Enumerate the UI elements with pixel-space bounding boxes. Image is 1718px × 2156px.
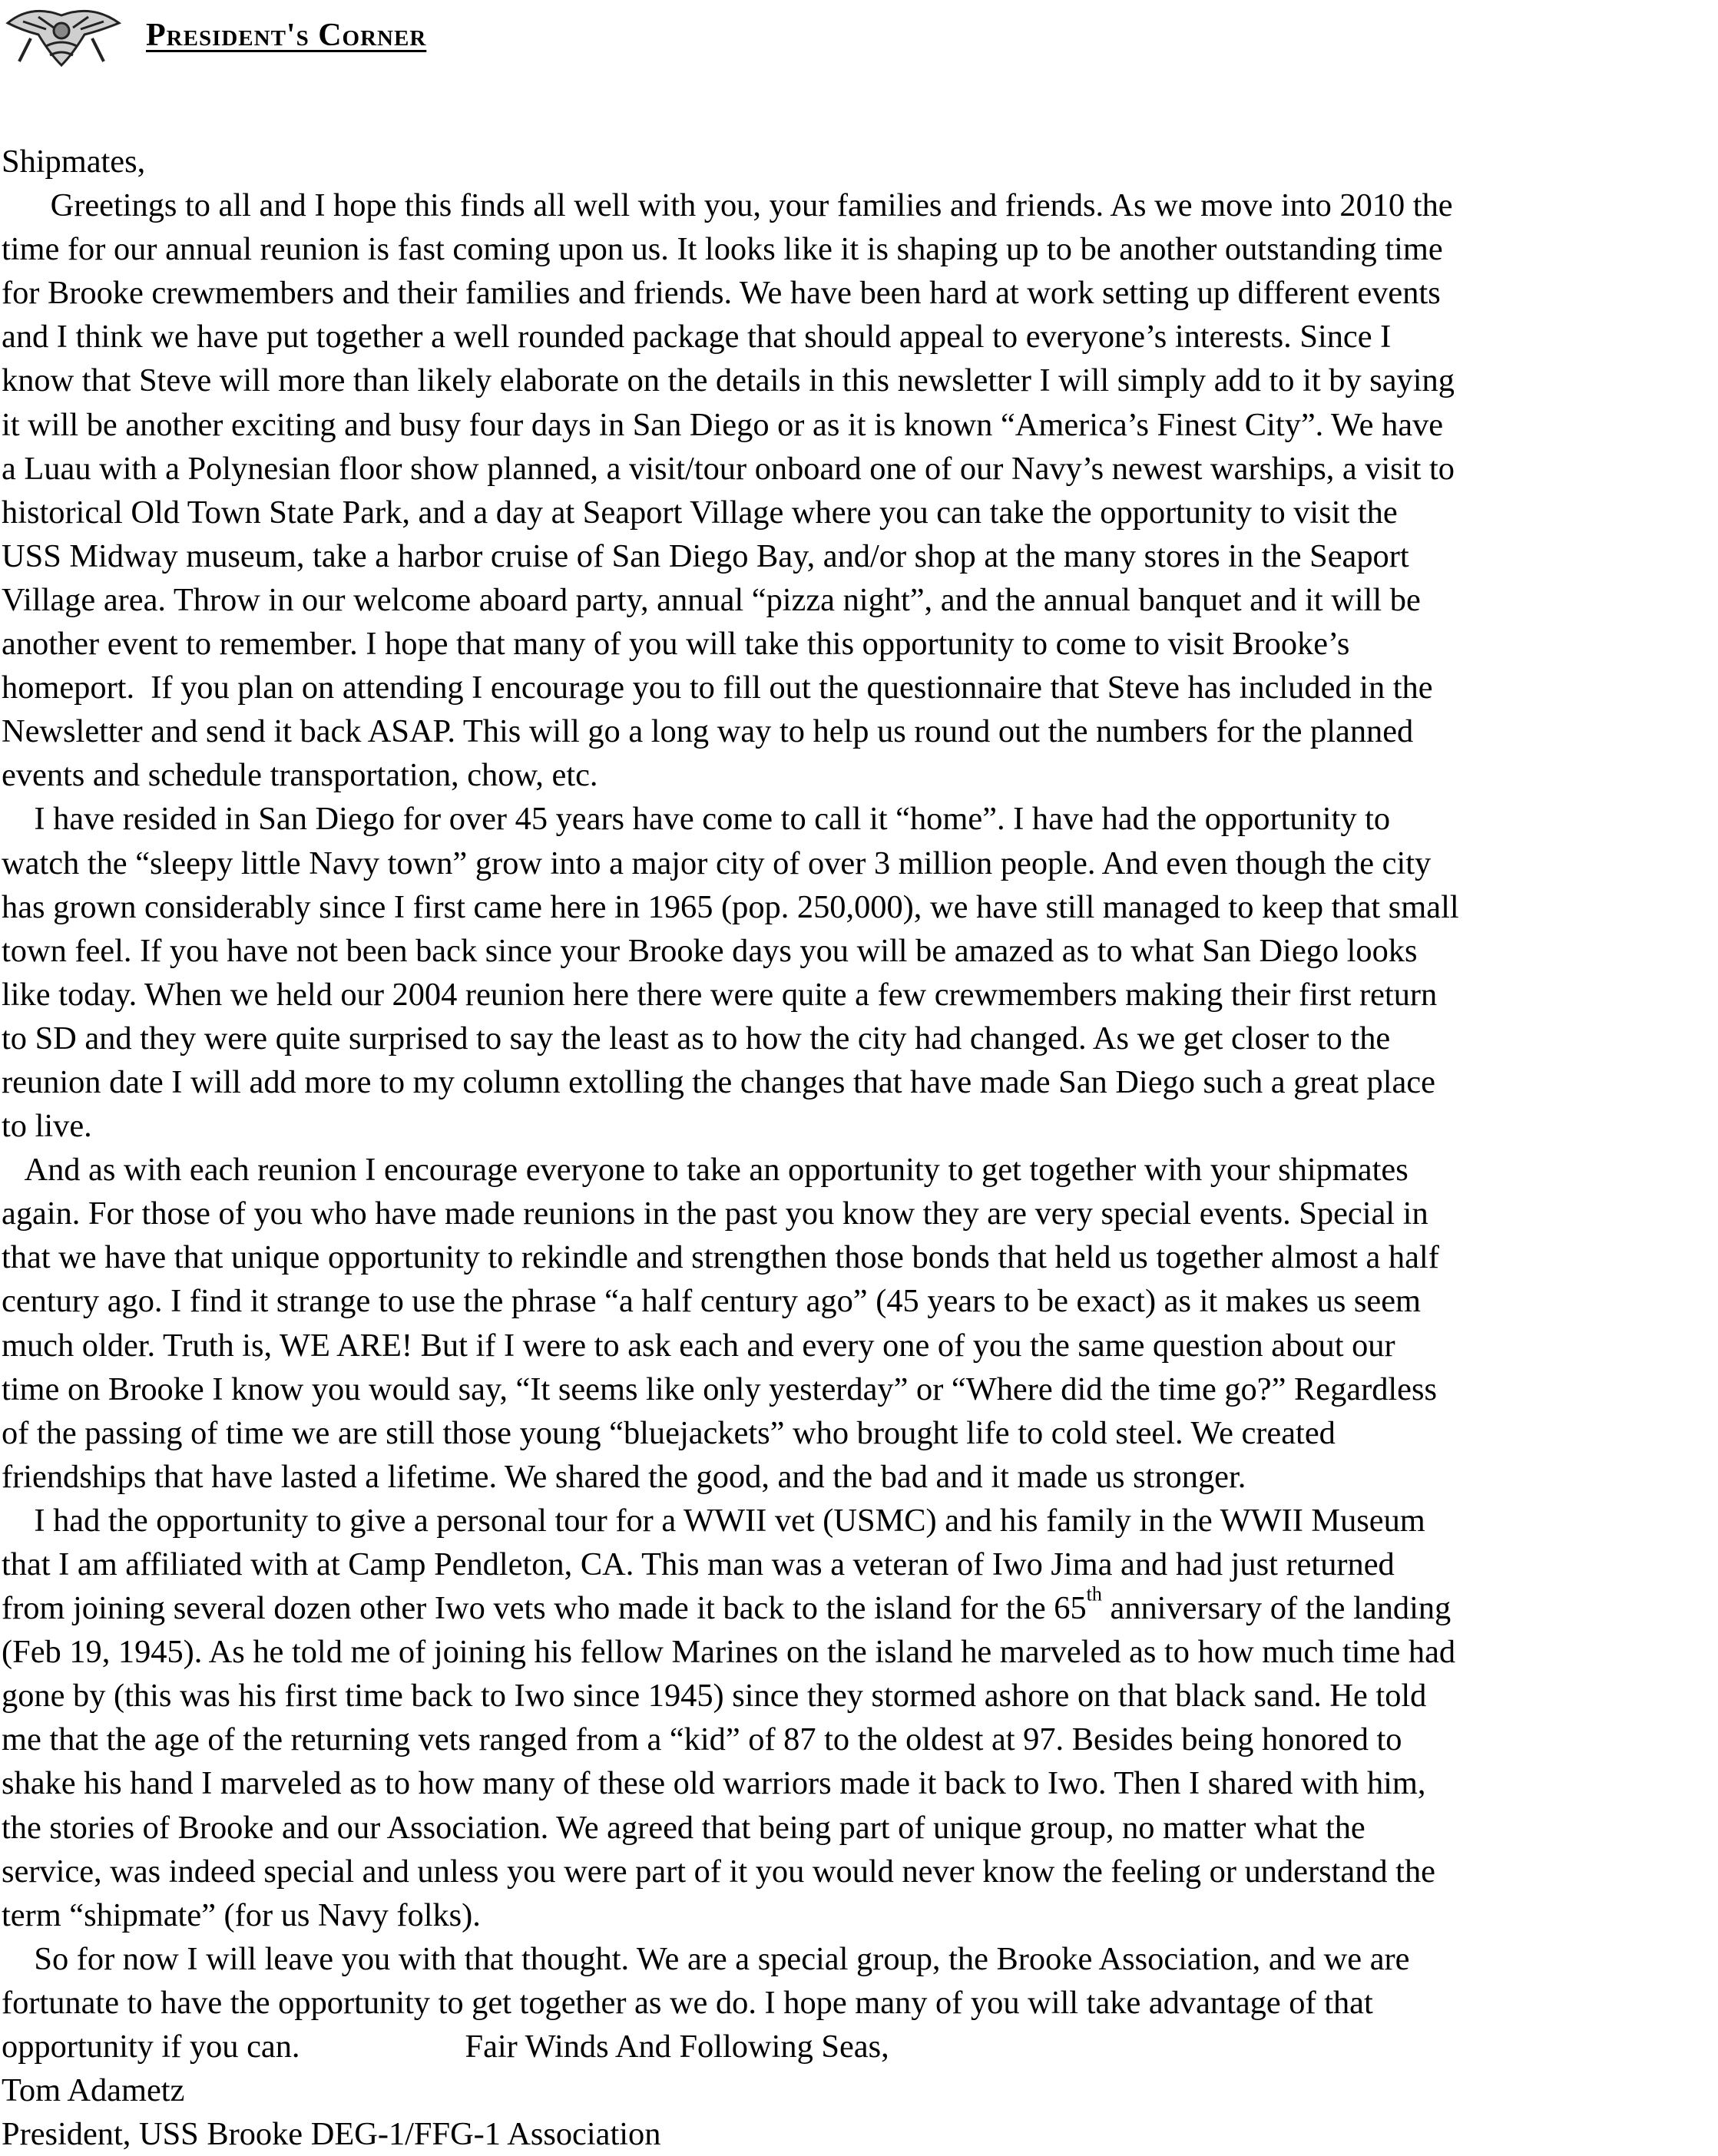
signature-name: Tom Adametz [2, 2072, 185, 2109]
text-line: shake his hand I marveled as to how many of these old warriors made it back to Iwo. Then I shared with him, [2, 1765, 1426, 1802]
letter-body [2, 140, 1716, 2156]
farewell: Fair Winds And Following Seas, [465, 2029, 889, 2065]
text-line: historical Old Town State Park, and a day at Seaport Village where you can take the opportunity to visit the [2, 494, 1398, 531]
eagle-emblem-icon [0, 0, 127, 73]
salutation: Shipmates, [2, 144, 146, 180]
text-line: gone by (this was his first time back to Iwo since 1945) since they stormed ashore on that black sand. He told [2, 1678, 1427, 1715]
closing-line [2, 2025, 1716, 2068]
text-line: I had the opportunity to give a personal tour for a WWII vet (USMC) and his family in the WWII Museum [2, 1502, 1425, 1539]
signature-title: President, USS Brooke DEG-1/FFG-1 Association [2, 2116, 661, 2153]
text-line: the stories of Brooke and our Association. We agreed that being part of unique group, no matter what the [2, 1809, 1365, 1846]
text-line: Greetings to all and I hope this finds all well with you, your families and friends. As we move into 2010 the [2, 187, 1453, 224]
text-line: USS Midway museum, take a harbor cruise of San Diego Bay, and/or shop at the many stores in the Seaport [2, 537, 1409, 574]
text-line: another event to remember. I hope that many of you will take this opportunity to come to visit Brooke’s [2, 626, 1350, 663]
text-line: for Brooke crewmembers and their families and friends. We have been hard at work setting up different events [2, 275, 1441, 312]
text-line: me that the age of the returning vets ranged from a “kid” of 87 to the oldest at 97. Besides being honored to [2, 1721, 1402, 1758]
text-line: (Feb 19, 1945). As he told me of joining his fellow Marines on the island he marveled as to how much time had [2, 1634, 1456, 1671]
ordinal-suffix: th [1086, 1586, 1102, 1605]
text-line: know that Steve will more than likely elaborate on the details in this newsletter I will simply add to it by saying [2, 362, 1455, 399]
text-line: friendships that have lasted a lifetime. We shared the good, and the bad and it made us stronger. [2, 1458, 1246, 1495]
text-line: of the passing of time we are still those young “bluejackets” who brought life to cold steel. We created [2, 1414, 1336, 1451]
text-line: town feel. If you have not been back since your Brooke days you will be amazed as to what San Diego looks [2, 932, 1418, 969]
text-line: that I am affiliated with at Camp Pendleton, CA. This man was a veteran of Iwo Jima and had just returned [2, 1546, 1395, 1582]
text-line: has grown considerably since I first came here in 1965 (pop. 250,000), we have still managed to keep that small [2, 888, 1459, 925]
text-line: and I think we have put together a well rounded package that should appeal to everyone’s interests. Since I [2, 319, 1392, 355]
text-line: like today. When we held our 2004 reunion here there were quite a few crewmembers making their first return [2, 976, 1438, 1013]
text-line: time for our annual reunion is fast coming upon us. It looks like it is shaping up to be another outstanding time [2, 231, 1443, 268]
text-line: to SD and they were quite surprised to say the least as to how the city had changed. As we get closer to the [2, 1020, 1391, 1057]
text-segment: anniversary of the landing [1101, 1590, 1452, 1627]
text-line: it will be another exciting and busy four days in San Diego or as it is known “America’s Finest City”. We have [2, 406, 1444, 443]
text-line: events and schedule transportation, chow, etc. [2, 757, 598, 794]
text-line: to live. [2, 1108, 92, 1145]
text-line: term “shipmate” (for us Navy folks). [2, 1896, 481, 1933]
page-title: President's Corner [146, 18, 427, 53]
text-line: century ago. I find it strange to use the phrase “a half century ago” (45 years to be exact) as it makes us seem [2, 1283, 1422, 1320]
text-line: fortunate to have the opportunity to get together as we do. I hope many of you will take advantage of that [2, 1984, 1373, 2021]
text-segment: from joining several dozen other Iwo vets who made it back to the island for the 65 [2, 1590, 1087, 1627]
text-line: I have resided in San Diego for over 45 years have come to call it “home”. I have had the opportunity to [2, 801, 1391, 838]
text-line: reunion date I will add more to my column extolling the changes that have made San Diego such a great place [2, 1063, 1435, 1100]
text-line: homeport. If you plan on attending I encourage you to fill out the questionnaire that Steve has included in the [2, 670, 1433, 706]
text-line: that we have that unique opportunity to rekindle and strengthen those bonds that held us together almost a half [2, 1239, 1439, 1276]
text-line: a Luau with a Polynesian floor show planned, a visit/tour onboard one of our Navy’s newest warships, a visit to [2, 450, 1455, 487]
text-line: service, was indeed special and unless you were part of it you would never know the feeling or understand the [2, 1853, 1435, 1890]
text-line: time on Brooke I know you would say, “It seems like only yesterday” or “Where did the time go?” Regardless [2, 1371, 1437, 1407]
text-line: watch the “sleepy little Navy town” grow into a major city of over 3 million people. And even though the city [2, 845, 1432, 881]
text-line: Village area. Throw in our welcome aboard party, annual “pizza night”, and the annual banquet and it will be [2, 581, 1421, 618]
text-line: So for now I will leave you with that thought. We are a special group, the Brooke Association, and we are [2, 1940, 1410, 1977]
text-line: And as with each reunion I encourage everyone to take an opportunity to get together with your shipmates [2, 1152, 1408, 1189]
text-line: again. For those of you who have made reunions in the past you know they are very special events. Special in [2, 1195, 1428, 1232]
text-segment: opportunity if you can. [2, 2029, 300, 2065]
text-line: Newsletter and send it back ASAP. This will go a long way to help us round out the numbers for the planned [2, 713, 1414, 750]
page-header [0, 0, 691, 77]
text-line [2, 1586, 1716, 1630]
text-line: much older. Truth is, WE ARE! But if I were to ask each and every one of you the same question about our [2, 1327, 1395, 1364]
